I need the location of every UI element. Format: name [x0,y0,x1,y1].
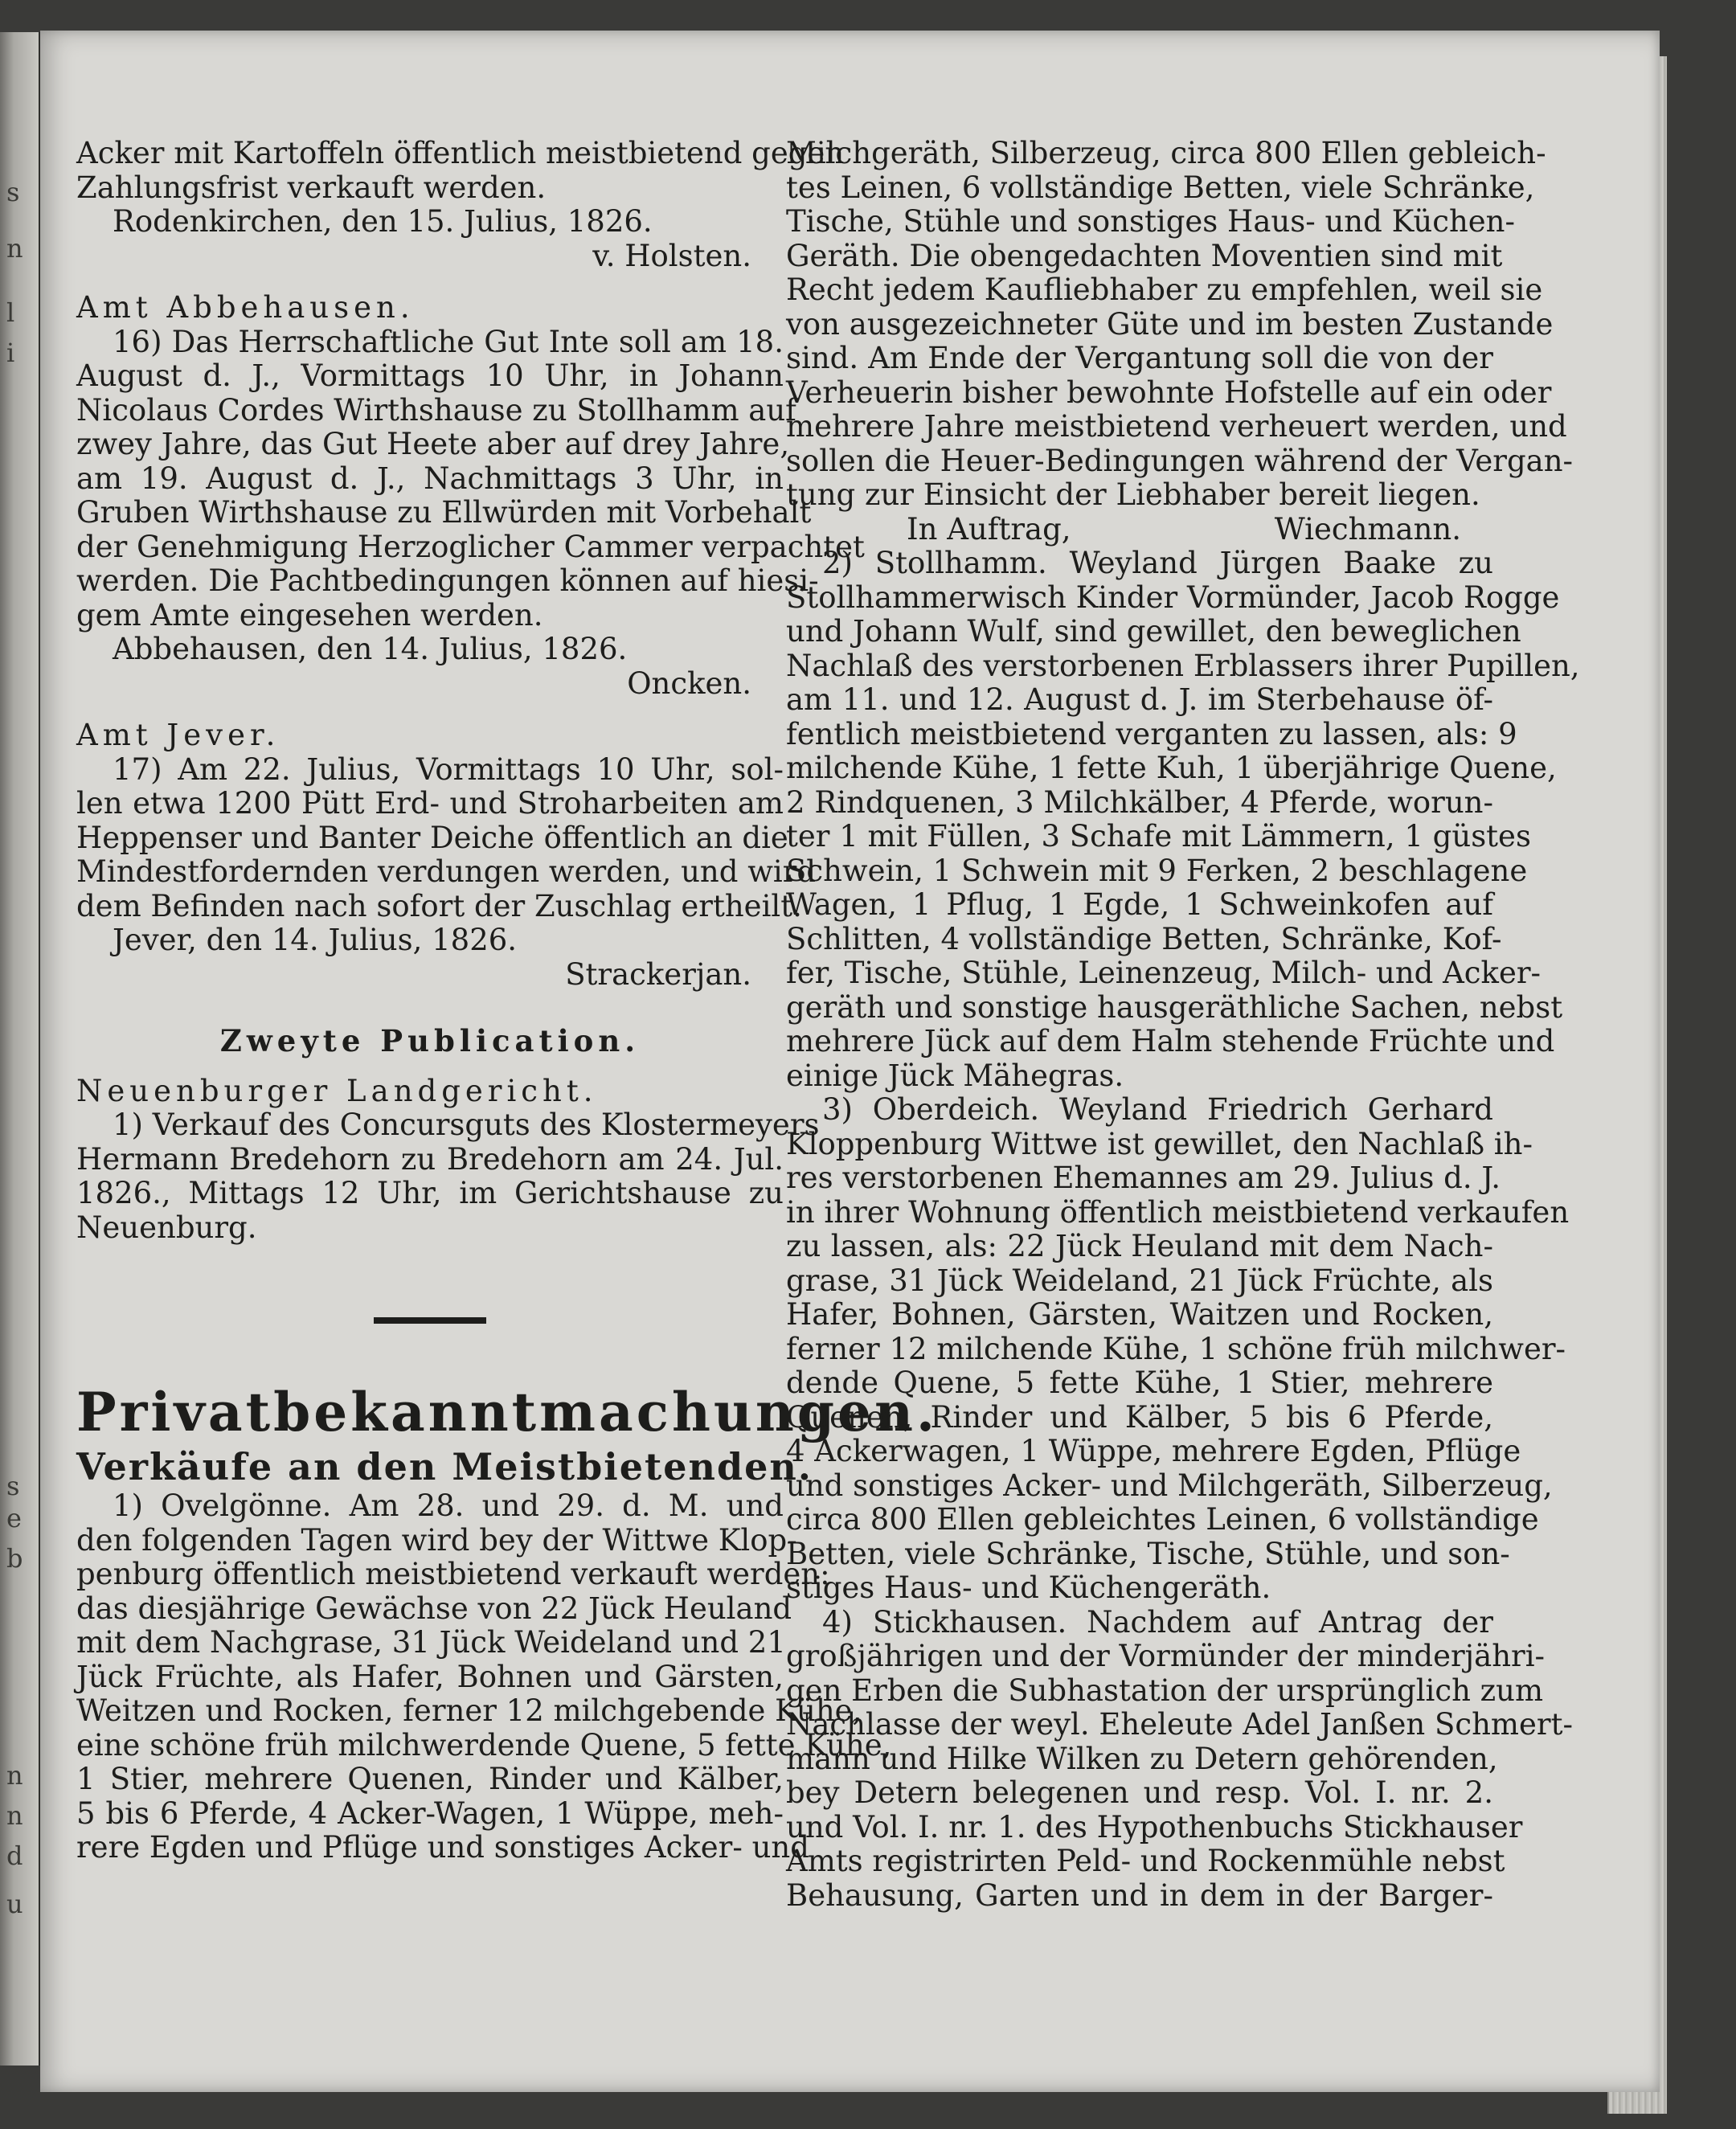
text-line: das diesjährige Gewächse von 22 Jück Heuland [76,1591,792,1626]
text-line: von ausgezeichneter Güte und im besten Zustande [786,306,1554,342]
text-line: dem Befinden nach sofort der Zuschlag ertheilt. [76,888,802,923]
margin-glyph: s [6,177,20,207]
text-line: Weitzen und Rocken, ferner 12 milchgebende Kühe, [76,1693,862,1728]
text-line: Heppenser und Banter Deiche öffentlich an die [76,820,788,855]
text-line: fer, Tische, Stühle, Leinenzeug, Milch- und Acker- [786,956,1542,990]
text-line: rere Egden und Pflüge und sonstiges Acker- und [76,1830,809,1865]
text-line: penburg öffentlich meistbietend verkauft werden: [76,1557,830,1591]
text-line: Tische, Stühle und sonstiges Haus- und Küchen- [786,204,1516,239]
text-line: Mindestfordernden verdungen werden, und wird [76,854,817,889]
text-line: am 11. und 12. August d. J. im Sterbehause öf- [786,682,1493,717]
text-line: Geräth. Die obengedachten Moventien sind mit [786,238,1503,273]
margin-glyph: s [6,1471,20,1501]
margin-glyph: b [6,1543,23,1574]
text-line: und Vol. I. nr. 1. des Hypothenbuchs Stickhauser [786,1809,1523,1844]
text-line: 4 Ackerwagen, 1 Wüppe, mehrere Egden, Pflüge [786,1434,1521,1468]
heading-neuenburger-landgericht: Neuenburger Landgericht. [76,1073,598,1108]
paragraph-kartoffeln [76,136,845,205]
place-date-rodenkirchen: Rodenkirchen, den 15. Julius, 1826. [113,204,653,239]
paragraph-2-stollhamm [786,546,1580,1093]
text-line: 1826., Mittags 12 Uhr, im Gerichtshause zu [76,1176,784,1210]
text-line: Zahlungsfrist verkauft werden. [76,170,547,205]
text-line: milchende Kühe, 1 fette Kuh, 1 überjährige Quene, [786,751,1557,785]
text-line: 2) Stollhamm. Weyland Jürgen Baake zu [822,546,1493,580]
text-line: 2 Rindquenen, 3 Milchkälber, 4 Pferde, worun- [786,784,1493,820]
text-line: tes Leinen, 6 vollständige Betten, viele Schränke, [786,170,1535,205]
text-line: Hafer, Bohnen, Gärsten, Waitzen und Rocken, [786,1297,1493,1332]
text-line: circa 800 Ellen gebleichtes Leinen, 6 vollständige [786,1502,1539,1537]
margin-glyph: i [6,338,15,368]
paragraph-1-ovelgoenne [76,1488,892,1865]
text-line: res verstorbenen Ehemannes am 29. Julius d. J. [786,1161,1501,1195]
margin-glyph: n [6,1800,23,1831]
text-line: Nachlasse der weyl. Eheleute Adel Janßen Schmert- [786,1707,1573,1742]
text-line: Amts registrirten Peld- und Rockenmühle nebst [786,1844,1505,1878]
text-line: zwey Jahre, das Gut Heete aber auf drey Jahre, [76,427,790,461]
text-line: zu lassen, als: 22 Jück Heuland mit dem Nach- [786,1229,1493,1263]
text-line: Kloppenburg Wittwe ist gewillet, den Nachlaß ih- [786,1126,1533,1161]
text-line: gen Erben die Subhastation der ursprünglich zum [786,1672,1544,1708]
text-line: Quenen, Rinder und Kälber, 5 bis 6 Pferde, [786,1399,1493,1435]
text-line: mehrere Jück auf dem Halm stehende Früchte und [786,1024,1555,1058]
signature-oncken: Oncken. [627,665,751,701]
text-line: Milchgeräth, Silberzeug, circa 800 Ellen gebleich- [786,136,1546,170]
text-line: stiges Haus- und Küchengeräth. [786,1570,1271,1605]
text-line: mit dem Nachgrase, 31 Jück Weideland und 21 [76,1625,786,1660]
text-line: einige Jück Mähegras. [786,1058,1124,1093]
text-line: sollen die Heuer-Bedingungen während der Vergan- [786,443,1574,478]
text-line: Jück Früchte, als Hafer, Bohnen und Gärsten, [76,1659,784,1694]
text-line: Neuenburg. [76,1210,257,1245]
paragraph-17-deiche [76,751,817,924]
text-line: und Johann Wulf, sind gewillet, den beweglichen [786,614,1521,649]
text-line: Verheuerin bisher bewohnte Hofstelle auf ein oder [786,375,1552,410]
text-line: der Genehmigung Herzoglicher Cammer verpachtet [76,529,865,564]
text-line: geräth und sonstige hausgeräthliche Sachen, nebst [786,989,1563,1025]
text-line: eine schöne früh milchwerdende Quene, 5 fette Kühe, [76,1727,892,1763]
place-date-abbehausen: Abbehausen, den 14. Julius, 1826. [113,632,628,666]
text-line: Gruben Wirthshause zu Ellwürden mit Vorbehalt [76,495,812,530]
text-line: großjährigen und der Vormünder der minderjähri- [786,1639,1546,1673]
paragraph-3-oberdeich [786,1092,1570,1606]
text-line: 4) Stickhausen. Nachdem auf Antrag der [822,1604,1493,1640]
margin-glyph: u [6,1889,23,1919]
signature-line-wiechmann [786,513,1493,547]
text-line: tung zur Einsicht der Liebhaber bereit liegen. [786,477,1480,512]
signature-wiechmann: Wiechmann. [1274,511,1461,547]
text-line: Betten, viele Schränke, Tische, Stühle, und son- [786,1536,1510,1571]
margin-glyph: e [6,1503,22,1533]
adjacent-page-edge [0,32,41,2066]
text-line: mann und Hilke Wilken zu Detern gehörenden, [786,1741,1498,1776]
text-line: gem Amte eingesehen werden. [76,597,543,633]
paragraph-4-stickhausen [786,1604,1573,1914]
signature-holsten: v. Holsten. [592,238,751,273]
section-divider-rule [374,1317,486,1324]
text-line: 3) Oberdeich. Weyland Friedrich Gerhard [822,1092,1493,1127]
text-line: mehrere Jahre meistbietend verheuert werden, und [786,409,1567,444]
heading-amt-abbehausen: Amt Abbehausen. [76,290,415,325]
margin-glyph: l [6,297,15,328]
heading-amt-jever: Amt Jever. [76,718,280,752]
text-line: 1) Ovelgönne. Am 28. und 29. d. M. und [113,1488,784,1523]
signature-in-auftrag: In Auftrag, [907,511,1071,547]
text-line: sind. Am Ende der Vergantung soll die von der [786,341,1493,375]
text-line: Nachlaß des verstorbenen Erblassers ihrer Pupillen, [786,648,1580,683]
margin-glyph: n [6,1760,23,1791]
text-line: Nicolaus Cordes Wirthshause zu Stollhamm auf [76,392,796,428]
text-line: Hermann Bredehorn zu Bredehorn am 24. Jul. [76,1141,784,1177]
heading-zweyte-publication: Zweyte Publication. [219,1023,641,1058]
text-line: ter 1 mit Füllen, 3 Schafe mit Lämmern, 1 güstes [786,819,1531,854]
paragraph-16-inte [76,324,865,633]
text-line: 17) Am 22. Julius, Vormittags 10 Uhr, sol- [113,751,784,787]
text-line: 5 bis 6 Pferde, 4 Acker-Wagen, 1 Wüppe, meh- [76,1795,784,1831]
text-line: Recht jedem Kaufliebhaber zu empfehlen, weil sie [786,272,1543,307]
text-line: den folgenden Tagen wird bey der Wittwe Klop- [76,1522,797,1558]
text-line: in ihrer Wohnung öffentlich meistbietend verkaufen [786,1194,1570,1230]
text-line: am 19. August d. J., Nachmittags 3 Uhr, in [76,461,784,496]
text-line: August d. J., Vormittags 10 Uhr, in Johann [76,358,784,393]
text-line: Wagen, 1 Pflug, 1 Egde, 1 Schweinkofen auf [786,887,1493,922]
text-line: werden. Die Pachtbedingungen können auf hiesi- [76,563,819,598]
heading-verkaeufe: Verkäufe an den Meistbietenden. [76,1445,813,1488]
text-line: fentlich meistbietend verganten zu lassen, als: 9 [786,716,1517,751]
text-line: Schwein, 1 Schwein mit 9 Ferken, 2 beschlagene [786,853,1528,888]
text-line: und sonstiges Acker- und Milchgeräth, Silberzeug, [786,1468,1553,1503]
text-line: Schlitten, 4 vollständige Betten, Schränke, Kof- [786,921,1502,956]
signature-strackerjan: Strackerjan. [565,956,751,992]
text-line: Behausung, Garten und in dem in der Barger- [786,1877,1493,1913]
text-line: bey Detern belegenen und resp. Vol. I. nr. 2. [786,1775,1493,1810]
text-line: 1) Verkauf des Concursguts des Klostermeyers [113,1107,820,1142]
heading-privatbekanntmachungen: Privatbekanntmachungen. [76,1381,939,1443]
text-line: Acker mit Kartoffeln öffentlich meistbietend gegen [76,136,845,170]
text-line: 1 Stier, mehrere Quenen, Rinder und Kälber, [76,1762,784,1796]
margin-glyph: n [6,233,23,264]
place-date-jever: Jever, den 14. Julius, 1826. [113,923,518,957]
text-line: grase, 31 Jück Weideland, 21 Jück Früchte, als [786,1263,1493,1298]
text-line: len etwa 1200 Pütt Erd- und Stroharbeiten am [76,786,784,821]
text-line: ferner 12 milchende Kühe, 1 schöne früh milchwer- [786,1331,1566,1366]
text-line: dende Quene, 5 fette Kühe, 1 Stier, mehrere [786,1365,1493,1400]
margin-glyph: d [6,1840,23,1871]
left-column [76,136,939,1865]
text-line: 16) Das Herrschaftliche Gut Inte soll am 18. [113,324,784,359]
text-line: Stollhammerwisch Kinder Vormünder, Jacob Rogge [786,579,1560,615]
paragraph-ovelgoenne-continued [786,136,1574,513]
paragraph-1-bredehorn [76,1107,820,1245]
right-column [786,136,1580,1913]
